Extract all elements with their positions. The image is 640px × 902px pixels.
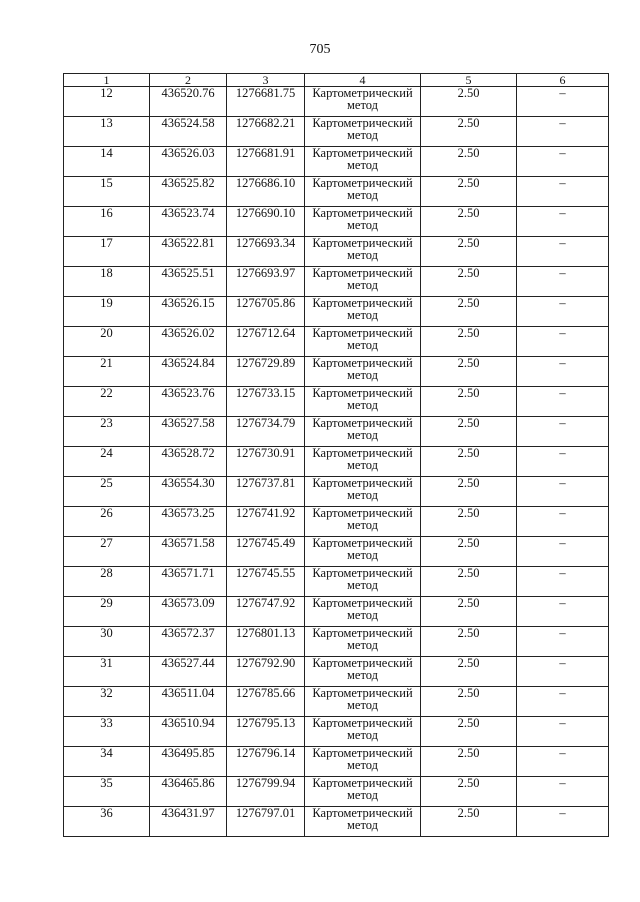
method-cell: Картометрический метод	[305, 807, 421, 837]
y-coordinate-cell: 1276690.10	[227, 207, 305, 237]
accuracy-cell: 2.50	[421, 507, 517, 537]
table-row	[64, 147, 609, 177]
x-coordinate-cell: 436523.74	[150, 207, 227, 237]
accuracy-cell: 2.50	[421, 447, 517, 477]
note-cell: –	[517, 357, 609, 387]
y-coordinate-cell: 1276796.14	[227, 747, 305, 777]
accuracy-cell: 2.50	[421, 117, 517, 147]
accuracy-cell: 2.50	[421, 87, 517, 117]
point-number-cell: 12	[64, 87, 150, 117]
accuracy-cell: 2.50	[421, 777, 517, 807]
accuracy-cell: 2.50	[421, 177, 517, 207]
table-row	[64, 627, 609, 657]
method-cell: Картометрический метод	[305, 537, 421, 567]
point-number-cell: 31	[64, 657, 150, 687]
accuracy-cell: 2.50	[421, 657, 517, 687]
y-coordinate-cell: 1276712.64	[227, 327, 305, 357]
note-cell: –	[517, 87, 609, 117]
point-number-cell: 15	[64, 177, 150, 207]
point-number-cell: 26	[64, 507, 150, 537]
method-cell: Картометрический метод	[305, 597, 421, 627]
y-coordinate-cell: 1276745.49	[227, 537, 305, 567]
column-header-1: 1	[64, 74, 150, 87]
point-number-cell: 14	[64, 147, 150, 177]
method-cell: Картометрический метод	[305, 87, 421, 117]
y-coordinate-cell: 1276795.13	[227, 717, 305, 747]
y-coordinate-cell: 1276747.92	[227, 597, 305, 627]
note-cell: –	[517, 447, 609, 477]
method-cell: Картометрический метод	[305, 387, 421, 417]
x-coordinate-cell: 436528.72	[150, 447, 227, 477]
note-cell: –	[517, 327, 609, 357]
point-number-cell: 22	[64, 387, 150, 417]
accuracy-cell: 2.50	[421, 627, 517, 657]
coordinates-table	[63, 73, 609, 837]
y-coordinate-cell: 1276693.34	[227, 237, 305, 267]
note-cell: –	[517, 717, 609, 747]
accuracy-cell: 2.50	[421, 717, 517, 747]
y-coordinate-cell: 1276681.91	[227, 147, 305, 177]
point-number-cell: 28	[64, 567, 150, 597]
table-row	[64, 117, 609, 147]
point-number-cell: 30	[64, 627, 150, 657]
y-coordinate-cell: 1276797.01	[227, 807, 305, 837]
y-coordinate-cell: 1276799.94	[227, 777, 305, 807]
method-cell: Картометрический метод	[305, 687, 421, 717]
x-coordinate-cell: 436465.86	[150, 777, 227, 807]
table-row	[64, 777, 609, 807]
note-cell: –	[517, 387, 609, 417]
note-cell: –	[517, 507, 609, 537]
table-row	[64, 87, 609, 117]
method-cell: Картометрический метод	[305, 327, 421, 357]
accuracy-cell: 2.50	[421, 327, 517, 357]
y-coordinate-cell: 1276681.75	[227, 87, 305, 117]
table-row	[64, 747, 609, 777]
note-cell: –	[517, 477, 609, 507]
point-number-cell: 13	[64, 117, 150, 147]
y-coordinate-cell: 1276801.13	[227, 627, 305, 657]
note-cell: –	[517, 777, 609, 807]
accuracy-cell: 2.50	[421, 537, 517, 567]
x-coordinate-cell: 436524.58	[150, 117, 227, 147]
point-number-cell: 17	[64, 237, 150, 267]
table-row	[64, 537, 609, 567]
x-coordinate-cell: 436520.76	[150, 87, 227, 117]
point-number-cell: 21	[64, 357, 150, 387]
note-cell: –	[517, 657, 609, 687]
method-cell: Картометрический метод	[305, 477, 421, 507]
table-header-row	[64, 74, 609, 87]
x-coordinate-cell: 436523.76	[150, 387, 227, 417]
method-cell: Картометрический метод	[305, 717, 421, 747]
x-coordinate-cell: 436511.04	[150, 687, 227, 717]
table-row	[64, 297, 609, 327]
note-cell: –	[517, 417, 609, 447]
y-coordinate-cell: 1276785.66	[227, 687, 305, 717]
column-header-2: 2	[150, 74, 227, 87]
x-coordinate-cell: 436571.71	[150, 567, 227, 597]
accuracy-cell: 2.50	[421, 687, 517, 717]
table-row	[64, 447, 609, 477]
table-row	[64, 327, 609, 357]
note-cell: –	[517, 567, 609, 597]
x-coordinate-cell: 436510.94	[150, 717, 227, 747]
y-coordinate-cell: 1276734.79	[227, 417, 305, 447]
accuracy-cell: 2.50	[421, 237, 517, 267]
table-row	[64, 267, 609, 297]
note-cell: –	[517, 747, 609, 777]
x-coordinate-cell: 436431.97	[150, 807, 227, 837]
point-number-cell: 35	[64, 777, 150, 807]
table-row	[64, 507, 609, 537]
accuracy-cell: 2.50	[421, 477, 517, 507]
note-cell: –	[517, 147, 609, 177]
point-number-cell: 19	[64, 297, 150, 327]
note-cell: –	[517, 267, 609, 297]
column-header-4: 4	[305, 74, 421, 87]
note-cell: –	[517, 297, 609, 327]
x-coordinate-cell: 436527.44	[150, 657, 227, 687]
accuracy-cell: 2.50	[421, 267, 517, 297]
y-coordinate-cell: 1276693.97	[227, 267, 305, 297]
method-cell: Картометрический метод	[305, 117, 421, 147]
note-cell: –	[517, 177, 609, 207]
column-header-6: 6	[517, 74, 609, 87]
x-coordinate-cell: 436526.02	[150, 327, 227, 357]
method-cell: Картометрический метод	[305, 447, 421, 477]
note-cell: –	[517, 687, 609, 717]
accuracy-cell: 2.50	[421, 207, 517, 237]
note-cell: –	[517, 117, 609, 147]
x-coordinate-cell: 436524.84	[150, 357, 227, 387]
x-coordinate-cell: 436527.58	[150, 417, 227, 447]
column-header-5: 5	[421, 74, 517, 87]
method-cell: Картометрический метод	[305, 657, 421, 687]
x-coordinate-cell: 436571.58	[150, 537, 227, 567]
accuracy-cell: 2.50	[421, 567, 517, 597]
point-number-cell: 27	[64, 537, 150, 567]
point-number-cell: 29	[64, 597, 150, 627]
accuracy-cell: 2.50	[421, 357, 517, 387]
accuracy-cell: 2.50	[421, 387, 517, 417]
table-row	[64, 687, 609, 717]
table-row	[64, 387, 609, 417]
y-coordinate-cell: 1276741.92	[227, 507, 305, 537]
accuracy-cell: 2.50	[421, 807, 517, 837]
method-cell: Картометрический метод	[305, 747, 421, 777]
y-coordinate-cell: 1276682.21	[227, 117, 305, 147]
table-row	[64, 357, 609, 387]
accuracy-cell: 2.50	[421, 297, 517, 327]
point-number-cell: 25	[64, 477, 150, 507]
point-number-cell: 23	[64, 417, 150, 447]
y-coordinate-cell: 1276737.81	[227, 477, 305, 507]
method-cell: Картометрический метод	[305, 207, 421, 237]
y-coordinate-cell: 1276733.15	[227, 387, 305, 417]
x-coordinate-cell: 436522.81	[150, 237, 227, 267]
page-number: 705	[309, 42, 331, 57]
note-cell: –	[517, 207, 609, 237]
point-number-cell: 32	[64, 687, 150, 717]
y-coordinate-cell: 1276730.91	[227, 447, 305, 477]
note-cell: –	[517, 807, 609, 837]
table-row	[64, 177, 609, 207]
table-row	[64, 597, 609, 627]
note-cell: –	[517, 627, 609, 657]
table-row	[64, 207, 609, 237]
note-cell: –	[517, 537, 609, 567]
x-coordinate-cell: 436573.25	[150, 507, 227, 537]
method-cell: Картометрический метод	[305, 507, 421, 537]
point-number-cell: 33	[64, 717, 150, 747]
x-coordinate-cell: 436572.37	[150, 627, 227, 657]
point-number-cell: 16	[64, 207, 150, 237]
accuracy-cell: 2.50	[421, 597, 517, 627]
accuracy-cell: 2.50	[421, 147, 517, 177]
method-cell: Картометрический метод	[305, 567, 421, 597]
method-cell: Картометрический метод	[305, 417, 421, 447]
point-number-cell: 20	[64, 327, 150, 357]
method-cell: Картометрический метод	[305, 627, 421, 657]
point-number-cell: 24	[64, 447, 150, 477]
x-coordinate-cell: 436573.09	[150, 597, 227, 627]
method-cell: Картометрический метод	[305, 357, 421, 387]
table-row	[64, 567, 609, 597]
x-coordinate-cell: 436526.03	[150, 147, 227, 177]
table-row	[64, 657, 609, 687]
method-cell: Картометрический метод	[305, 267, 421, 297]
note-cell: –	[517, 237, 609, 267]
y-coordinate-cell: 1276686.10	[227, 177, 305, 207]
x-coordinate-cell: 436526.15	[150, 297, 227, 327]
table-row	[64, 477, 609, 507]
method-cell: Картометрический метод	[305, 777, 421, 807]
method-cell: Картометрический метод	[305, 297, 421, 327]
accuracy-cell: 2.50	[421, 747, 517, 777]
accuracy-cell: 2.50	[421, 417, 517, 447]
x-coordinate-cell: 436495.85	[150, 747, 227, 777]
table-row	[64, 417, 609, 447]
x-coordinate-cell: 436525.82	[150, 177, 227, 207]
method-cell: Картометрический метод	[305, 147, 421, 177]
y-coordinate-cell: 1276705.86	[227, 297, 305, 327]
note-cell: –	[517, 597, 609, 627]
x-coordinate-cell: 436525.51	[150, 267, 227, 297]
method-cell: Картометрический метод	[305, 237, 421, 267]
point-number-cell: 36	[64, 807, 150, 837]
column-header-3: 3	[227, 74, 305, 87]
point-number-cell: 18	[64, 267, 150, 297]
y-coordinate-cell: 1276729.89	[227, 357, 305, 387]
table-row	[64, 807, 609, 837]
y-coordinate-cell: 1276745.55	[227, 567, 305, 597]
x-coordinate-cell: 436554.30	[150, 477, 227, 507]
method-cell: Картометрический метод	[305, 177, 421, 207]
point-number-cell: 34	[64, 747, 150, 777]
table-row	[64, 237, 609, 267]
y-coordinate-cell: 1276792.90	[227, 657, 305, 687]
table-row	[64, 717, 609, 747]
